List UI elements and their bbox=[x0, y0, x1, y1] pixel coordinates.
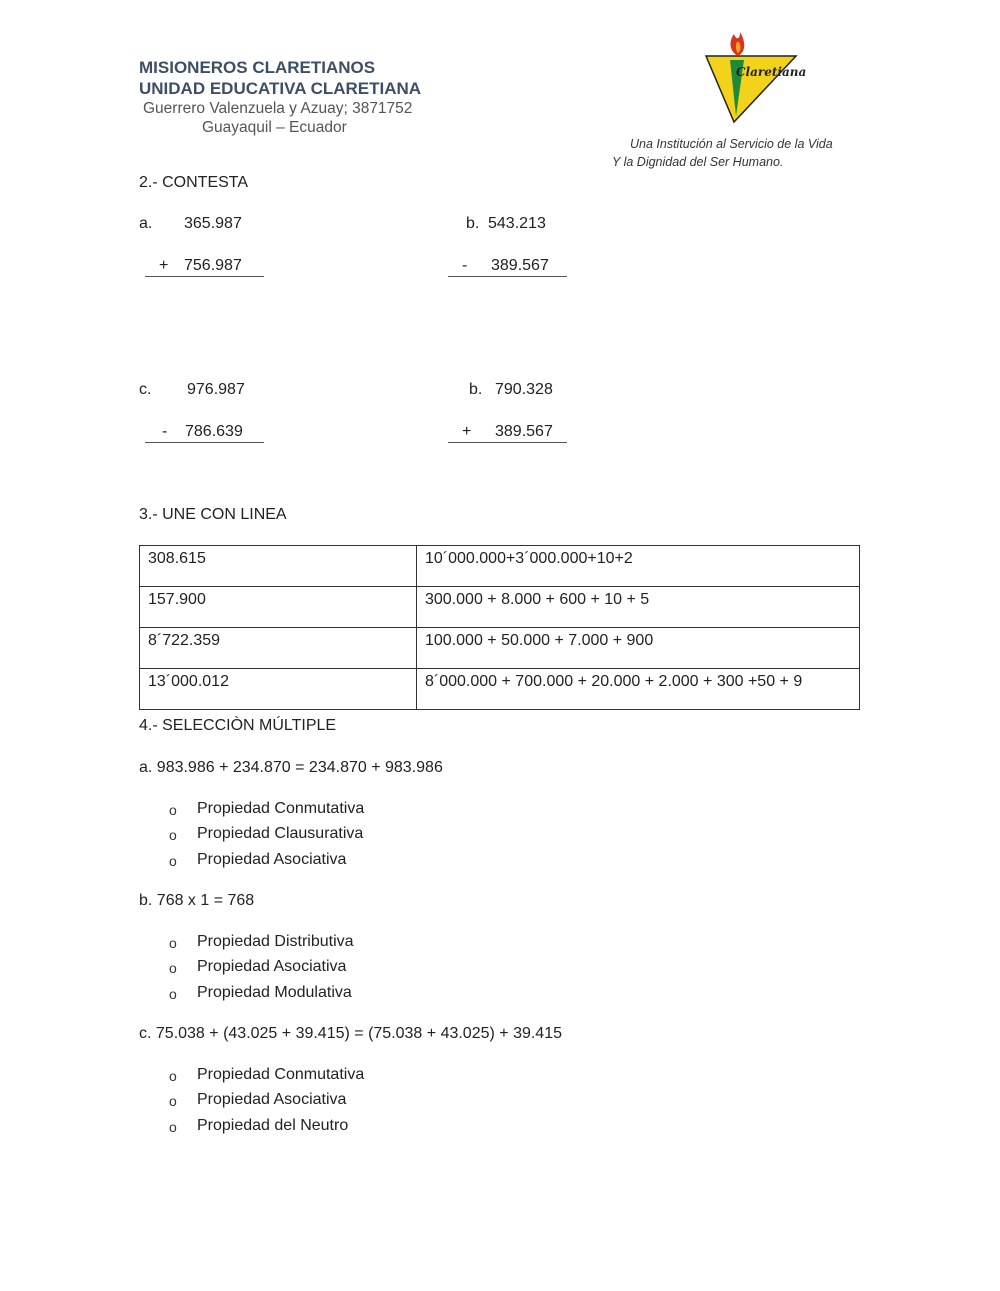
radio-bullet-icon[interactable]: o bbox=[169, 960, 177, 976]
motto-line1: Una Institución al Servicio de la Vida bbox=[630, 137, 833, 151]
problem-operator: - bbox=[462, 257, 468, 274]
option-label[interactable]: Propiedad Asociativa bbox=[197, 958, 347, 975]
problem-operator: + bbox=[462, 423, 472, 440]
option-label[interactable]: Propiedad del Neutro bbox=[197, 1117, 349, 1134]
section-title: 4.- SELECCIÒN MÚLTIPLE bbox=[139, 717, 337, 734]
problem-top-number: 543.213 bbox=[488, 215, 546, 232]
radio-bullet-icon[interactable]: o bbox=[169, 853, 177, 869]
option-label[interactable]: Propiedad Asociativa bbox=[197, 851, 347, 868]
problem-bottom-number: 389.567 bbox=[491, 257, 549, 274]
problem-top-number: 976.987 bbox=[187, 381, 245, 398]
problem-operator: - bbox=[162, 423, 168, 440]
option-label[interactable]: Propiedad Modulativa bbox=[197, 984, 352, 1001]
table-cell-number[interactable]: 308.615 bbox=[140, 546, 417, 587]
table-cell-number[interactable]: 157.900 bbox=[140, 587, 417, 628]
problem-label: b. bbox=[469, 381, 483, 398]
table-cell-number[interactable]: 13´000.012 bbox=[140, 669, 417, 710]
answer-line bbox=[448, 276, 567, 277]
problem-bottom-number: 389.567 bbox=[495, 423, 553, 440]
radio-bullet-icon[interactable]: o bbox=[169, 827, 177, 843]
problem-top-number: 790.328 bbox=[495, 381, 553, 398]
radio-bullet-icon[interactable]: o bbox=[169, 1119, 177, 1135]
table-cell-expansion[interactable]: 300.000 + 8.000 + 600 + 10 + 5 bbox=[417, 587, 860, 628]
radio-bullet-icon[interactable]: o bbox=[169, 935, 177, 951]
problem-label: b. bbox=[466, 215, 480, 232]
school-city: Guayaquil – Ecuador bbox=[202, 119, 347, 136]
problem-top-number: 365.987 bbox=[184, 215, 242, 232]
answer-line bbox=[448, 442, 567, 443]
answer-line bbox=[145, 276, 264, 277]
option-label[interactable]: Propiedad Asociativa bbox=[197, 1091, 347, 1108]
radio-bullet-icon[interactable]: o bbox=[169, 1068, 177, 1084]
option-label[interactable]: Propiedad Conmutativa bbox=[197, 1066, 365, 1083]
problem-label: c. bbox=[139, 381, 152, 398]
logo-text: Claretiana bbox=[736, 65, 807, 79]
question-prompt: a. 983.986 + 234.870 = 234.870 + 983.986 bbox=[139, 759, 443, 776]
table-row bbox=[140, 669, 860, 710]
option-label[interactable]: Propiedad Distributiva bbox=[197, 933, 354, 950]
school-name: UNIDAD EDUCATIVA CLARETIANA bbox=[139, 79, 422, 98]
table-row bbox=[140, 587, 860, 628]
school-address: Guerrero Valenzuela y Azuay; 3871752 bbox=[143, 100, 413, 117]
school-org-name: MISIONEROS CLARETIANOS bbox=[139, 58, 376, 77]
section-title: 3.- UNE CON LINEA bbox=[139, 506, 287, 523]
problem-operator: + bbox=[159, 257, 169, 274]
claretiana-logo-icon bbox=[700, 26, 810, 126]
problem-bottom-number: 786.639 bbox=[185, 423, 243, 440]
answer-line bbox=[145, 442, 264, 443]
problem-label: a. bbox=[139, 215, 153, 232]
table-row bbox=[140, 546, 860, 587]
school-logo bbox=[700, 26, 810, 126]
table-cell-expansion[interactable]: 8´000.000 + 700.000 + 20.000 + 2.000 + 300 +50 + 9 bbox=[417, 669, 860, 710]
table-cell-expansion[interactable]: 100.000 + 50.000 + 7.000 + 900 bbox=[417, 628, 860, 669]
motto-line2: Y la Dignidad del Ser Humano. bbox=[612, 155, 784, 169]
table-row bbox=[140, 628, 860, 669]
matching-table bbox=[139, 545, 860, 710]
radio-bullet-icon[interactable]: o bbox=[169, 986, 177, 1002]
radio-bullet-icon[interactable]: o bbox=[169, 1093, 177, 1109]
section-title: 2.- CONTESTA bbox=[139, 174, 249, 191]
question-prompt: b. 768 x 1 = 768 bbox=[139, 892, 255, 909]
table-cell-number[interactable]: 8´722.359 bbox=[140, 628, 417, 669]
option-label[interactable]: Propiedad Conmutativa bbox=[197, 800, 365, 817]
table-cell-expansion[interactable]: 10´000.000+3´000.000+10+2 bbox=[417, 546, 860, 587]
option-label[interactable]: Propiedad Clausurativa bbox=[197, 825, 364, 842]
radio-bullet-icon[interactable]: o bbox=[169, 802, 177, 818]
question-prompt: c. 75.038 + (43.025 + 39.415) = (75.038 + 43.025) + 39.415 bbox=[139, 1025, 562, 1042]
problem-bottom-number: 756.987 bbox=[184, 257, 242, 274]
